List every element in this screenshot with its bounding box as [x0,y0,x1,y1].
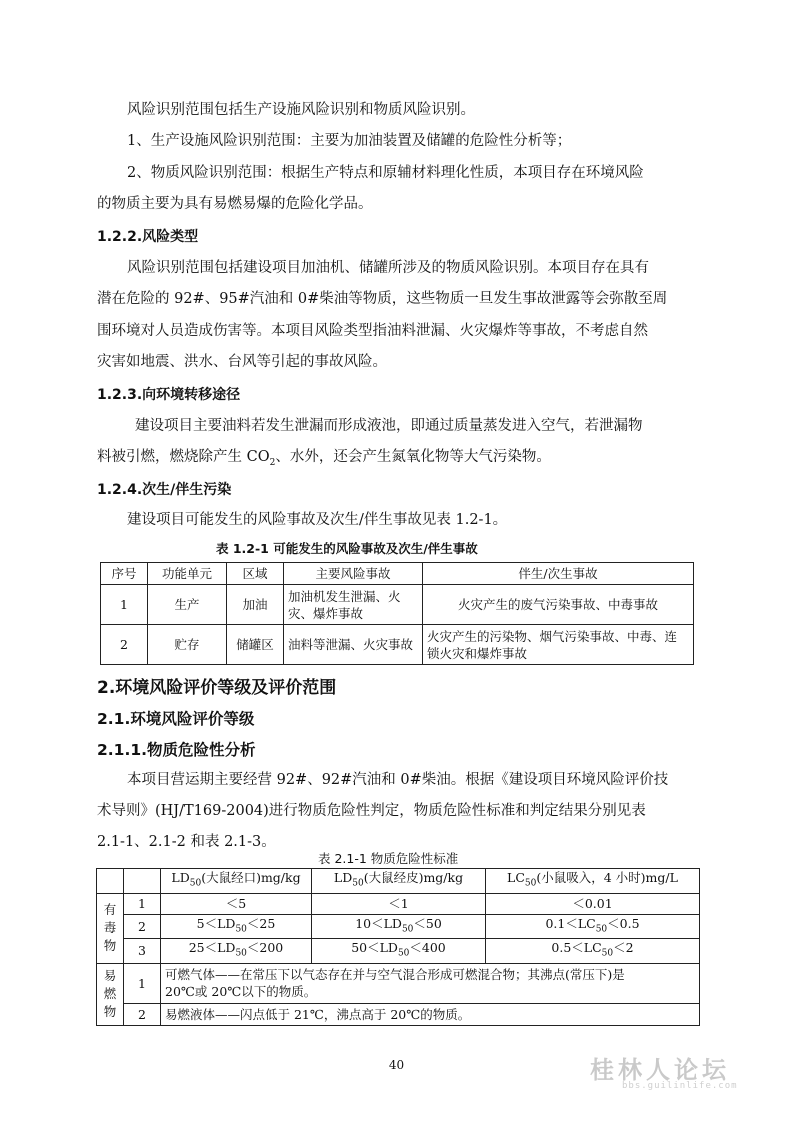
table-row [97,963,700,1003]
paragraph: 风险识别范围包括生产设施风险识别和物质风险识别。 [127,102,475,118]
table-header-cell: $LD_{50}$(大鼠经皮)mg/kg [312,869,486,894]
paragraph: 建设项目主要油料若发生泄漏而形成液池，即通过质量蒸发进入空气，若泄漏物 [135,418,643,434]
table-cell: ＜1 [312,893,486,914]
section-heading: 1.2.2.风险类型 [97,229,199,245]
section-heading: 2.1.1.物质危险性分析 [97,741,256,759]
table-cell: 2 [124,1003,161,1025]
paragraph: 的物质主要为具有易燃易爆的危险化学品。 [97,196,373,212]
chapter-heading: 2.环境风险评价等级及评价范围 [97,678,337,698]
table-cell [161,963,700,1003]
hazard-criteria-table [96,868,700,1026]
table-header-cell [124,869,161,894]
table-header-cell: 伴生/次生事故 [423,563,694,585]
table-row [101,585,694,625]
paragraph: 术导则》(HJ/T169-2004)进行物质危险性判定，物质危险性标准和判定结果分别见表 [97,803,646,819]
watermark-url: bbs.guilinlife.com [622,1081,738,1091]
paragraph: 2.1-1、2.1-2 和表 2.1-3。 [97,834,276,850]
section-heading: 2.1.环境风险评价等级 [97,710,255,728]
table-cell: 1 [101,585,148,625]
table-cell: 3 [124,939,161,964]
table-header-cell: 功能单元 [148,563,227,585]
paragraph: 潜在危险的 92#、95#汽油和 0#柴油等物质，这些物质一旦发生事故泄露等会弥散至周 [97,291,668,307]
table-header-cell [97,869,124,894]
table-row [97,893,700,914]
table-header-cell: 序号 [101,563,148,585]
table-cell: $0.5<LC_{50}<2$ [486,939,700,964]
table-cell: 加油 [227,585,284,625]
table-cell: $50<LD_{50}<400$ [312,939,486,964]
risk-accident-table [100,562,694,665]
paragraph: 2、物质风险识别范围：根据生产特点和原辅材料理化性质，本项目存在环境风险 [127,165,644,181]
paragraph: 风险识别范围包括建设项目加油机、储罐所涉及的物质风险识别。本项目存在具有 [127,260,649,276]
cell-line: 20℃或 20℃以下的物质。 [165,984,317,999]
table-caption: 表 2.1-1 物质危险性标准 [318,851,459,866]
table-cell: 储罐区 [227,625,284,665]
table-cell: 1 [124,963,161,1003]
group-label-toxic: 有毒物 [97,893,124,963]
paragraph: 本项目营运期主要经营 92#、92#汽油和 0#柴油。根据《建设项目环境风险评价技 [127,772,669,788]
table-cell: 贮存 [148,625,227,665]
table-cell: 油料等泄漏、火灾事故 [284,625,423,665]
group-label-flammable: 易燃物 [97,963,124,1025]
table-cell: 加油机发生泄漏、火灾、爆炸事故 [284,585,423,625]
cell-line: 可燃气体——在常压下以气态存在并与空气混合形成可燃混合物；其沸点(常压下)是 [165,967,625,982]
table-cell: 2 [124,914,161,939]
section-heading: 1.2.3.向环境转移途径 [97,387,241,403]
paragraph: 1、生产设施风险识别范围：主要为加油装置及储罐的危险性分析等； [127,133,572,149]
table-cell: $10<LD_{50}<50$ [312,914,486,939]
table-caption: 表 1.2-1 可能发生的风险事故及次生/伴生事故 [216,541,478,556]
table-header-row [101,563,694,585]
page-number: 40 [388,1058,405,1072]
table-row [101,625,694,665]
table-row [97,1003,700,1025]
table-row [97,914,700,939]
table-cell: $5<LD_{50}<25$ [161,914,312,939]
paragraph: 料被引燃，燃烧除产生 $CO_2$、水外，还会产生氮氧化物等大气污染物。 [97,449,551,468]
watermark-logo: 桂林人论坛 [590,1056,730,1084]
table-header-cell: 区域 [227,563,284,585]
table-cell: ＜5 [161,893,312,914]
table-cell: 火灾产生的废气污染事故、中毒事故 [423,585,694,625]
paragraph: 灾害如地震、洪水、台风等引起的事故风险。 [97,354,387,370]
table-cell: $0.1<LC_{50}<0.5$ [486,914,700,939]
section-heading: 1.2.4.次生/伴生污染 [97,482,232,498]
table-cell: ＜0.01 [486,893,700,914]
table-cell: $25<LD_{50}<200$ [161,939,312,964]
table-header-cell: 主要风险事故 [284,563,423,585]
paragraph: 建设项目可能发生的风险事故及次生/伴生事故见表 1.2-1。 [127,512,508,528]
table-header-cell: $LC_{50}$(小鼠吸入，4 小时)mg/L [486,869,700,894]
table-cell: 火灾产生的污染物、烟气污染事故、中毒、连锁火灾和爆炸事故 [423,625,694,665]
table-header-row [97,869,700,894]
table-cell: 易燃液体——闪点低于 21℃，沸点高于 20℃的物质。 [161,1003,700,1025]
table-header-cell: $LD_{50}$(大鼠经口)mg/kg [161,869,312,894]
paragraph: 围环境对人员造成伤害等。本项目风险类型指油料泄漏、火灾爆炸等事故，不考虑自然 [97,323,648,339]
table-row [97,939,700,964]
table-cell: 2 [101,625,148,665]
table-cell: 生产 [148,585,227,625]
table-cell: 1 [124,893,161,914]
